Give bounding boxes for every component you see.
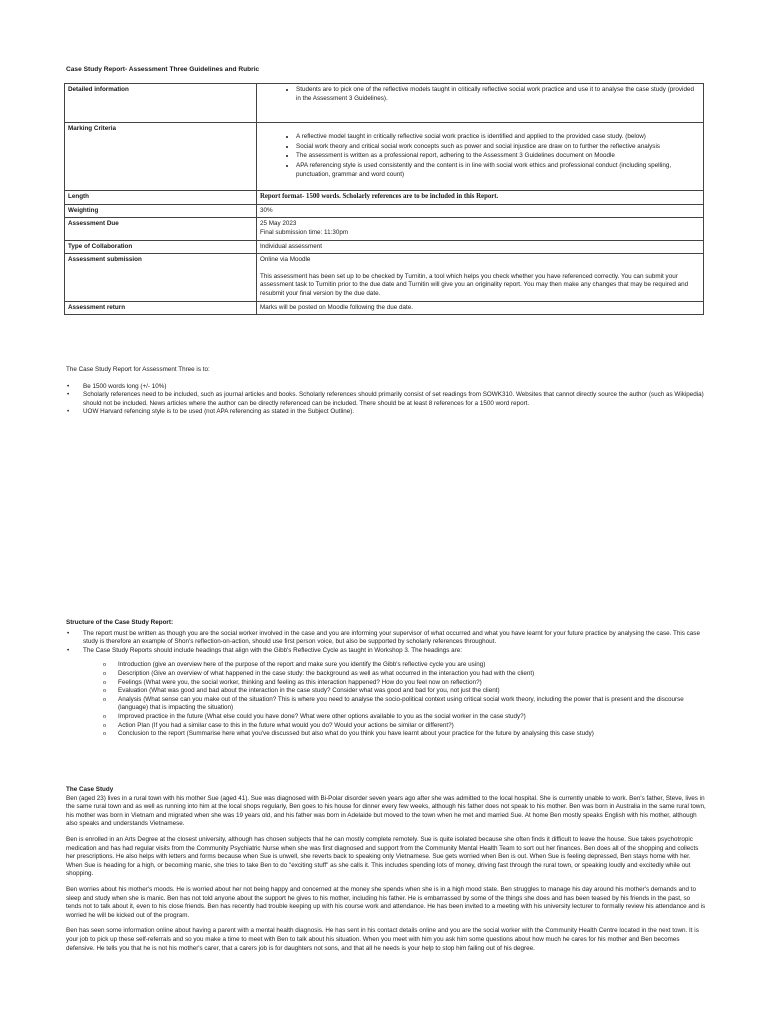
list-item: o Evaluation (What was good and bad about the interaction in the case study? Consider what was good and bad for you, not just the client) [118,687,706,696]
list-item: o Description (Give an overview of what happened in the case study: the background as well as what occurred in the interaction you had with the client) [118,670,706,679]
table-row [65,240,704,254]
table-row [65,301,704,315]
submission-method: Online via Moodle [260,256,311,264]
table-row [65,204,704,218]
table-row [65,84,704,123]
list-item: • Be 1500 words long (+/- 10%) [83,383,706,392]
collaboration-label: Type of Collaboration [65,240,257,254]
rubric-table [64,83,704,315]
due-time: Final submission time: 11:30pm [260,228,349,236]
return-value: Marks will be posted on Moodle following the due date. [257,301,704,315]
due-label: Assessment Due [65,218,257,240]
list-item: • Scholarly references need to be included, such as journal articles and books. Scholarly references should primarily consist of set readings from SOWK310. Websites that cannot directly source the author (such as Wikipedia) should not be included. News articles where the author can be directly referenced can be included. There should be at least 8 references for a 1500 word report. [83,391,706,408]
list-item: • Students are to pick one of the reflective models taught in critically reflective social work practice and use it to analyse the case study (provided in the Assessment 3 Guidelines). [296,86,700,103]
list-item: • APA referencing style is used consistently and the content is in line with social work ethics and professional conduct (including spelling, punctuation, grammar and word count) [296,162,700,179]
case-study-heading: The Case Study [66,786,114,793]
weighting-value: 30% [257,204,704,218]
list-item: o Action Plan (If you had a similar case to this in the future what would you do? Would your actions be similar or different?) [118,722,706,731]
list-item: • A reflective model taught in critically reflective social work practice is identified and applied to the provided case study. (below) [296,133,700,142]
structure-section [66,619,706,739]
length-label: Length [65,191,257,205]
list-item: o Feelings (What were you, the social worker, thinking and feeling as this interaction happened? How do you feel now on reflection?) [118,679,706,688]
table-row [65,218,704,240]
table-row [65,254,704,301]
submission-label: Assessment submission [65,254,257,301]
length-value: Report format- 1500 words. Scholarly references are to be included in this Report. [257,191,704,205]
case-study-paragraph: Ben worries about his mother's moods. He is worried about her not being happy and concerned at the money she spends when she is in a high mood state. Ben struggles to manage his day around his mother's demands and to sleep and study when she is manic. Ben has not told anyone about the support he gives to his mother, including his father. He is embarrassed by some of the things she does and has been teased by his friends in the past, so tends not to talk about it, even to his close friends. Ben has recently had trouble keeping up with his course work and attendance. He has been invited to a meeting with his university lecturer to formally review his attendance and is worried he will be kicked out of the program. [66,885,706,919]
list-item: • UOW Harvard refencing style is to be used (not APA referencing as stated in the Subject Outline). [83,408,706,417]
list-item: • The assessment is written as a professional report, adhering to the Assessment 3 Guidelines document on Moodle [296,152,700,161]
weighting-label: Weighting [65,204,257,218]
list-item: o Introduction (give an overview here of the purpose of the report and make sure you identify the Gibb's reflective cycle you are using) [118,661,706,670]
submission-note: This assessment has been set up to be checked by Turnitin, a tool which helps you check whether you have referenced correctly. You can submit your assessment task to Turnitin prior to the due date and Turnitin will give you an originality report. You may then make any changes that may be required and resubmit your final version by the due date. [260,272,689,297]
table-row [65,191,704,205]
list-item: o Improved practice in the future (What else could you have done? What were other options available to you as the social worker in the case study?) [118,713,706,722]
detailed-info-value [257,84,704,123]
table-row [65,123,704,191]
document-title: Case Study Report- Assessment Three Guidelines and Rubric [66,66,260,73]
submission-value [257,254,704,301]
list-item: o Conclusion to the report (Summarise here what you've discussed but also what do you think you have learnt about your practice for the future by analysing this case study) [118,730,706,739]
case-study-paragraph: Ben is enrolled in an Arts Degree at the closest university, although has chosen subjects that he can mostly complete remotely. Sue is quite isolated because she often finds it difficult to leave the house. Sue takes psychotropic medication and has had regular visits from the Community Psychiatric Nurse when she was first diagnosed and support from the Community Mental Health Team to sort out her finances. Ben does all of the shopping and collects her prescriptions. He also helps with letters and forms because when Sue is unwell, she reverts back to speaking only Vietnamese. Sue gets worried when Ben is out. When Sue is feeling depressed, Ben stays home with her. When Sue is heading for a high, or becoming manic, she tries to take Ben to do "exciting stuff" as she calls it. This includes spending lots of money, driving fast through the rural town, or speaking loudly and excitedly while out shopping. [66,835,699,878]
due-value [257,218,704,240]
marking-criteria-value [257,123,704,191]
report-intro [66,366,706,417]
return-label: Assessment return [65,301,257,315]
list-item: • Social work theory and critical social work concepts such as power and social injustice are draw on to further the reflective analysis [296,143,700,152]
list-item: • The report must be written as though you are the social worker involved in the case and you are informing your supervisor of what occurred and what you have learnt for your future practice by analysing the case. This case study is therefore an example of Shon's reflection-on-action, should use first person voice, but also be supported by scholarly references throughout. [83,630,706,647]
collaboration-value: Individual assessment [257,240,704,254]
due-date: 25 May 2023 [260,220,297,228]
list-item: o Analysis (What sense can you make out of the situation? This is where you need to analyse the socio-political context using critical social work theory, including the power that is present and the discourse (language) that is impacting the situation) [118,696,706,713]
list-item: • The Case Study Reports should include headings that align with the Gibb's Reflective Cycle as taught in Workshop 3. The headings are: [83,647,706,656]
detailed-info-label: Detailed information [65,84,257,123]
case-study-paragraph: Ben (aged 23) lives in a rural town with his mother Sue (aged 41). Sue was diagnosed with Bi-Polar disorder seven years ago after she was admitted to the local hospital. She is currently unable to work. Ben's father, Steve, lives in the same rural town and as well as running into him at the local shops regularly, Ben goes to his house for dinner every few weeks, although his father does not speak to his mother. Ben was born in Australia in the same rural town, his mother was born in Vietnam and migrated when she was 19 years old, and his father was born in Adelaide but moved to the town when he met and married Sue. At home Ben mostly speaks English with his mother, although also speaks and understands Vietnamese. [66,794,706,828]
case-study-section [66,786,706,960]
report-intro-lead: The Case Study Report for Assessment Three is to: [66,366,210,373]
case-study-paragraph: Ben has seen some information online about having a parent with a mental health diagnosis. He has sent in his contact details online and you are the social worker with the Community Health Centre located in the next town. It is your job to pick up these self-referrals and so you make a time to meet with Ben to talk about his situation. When you meet with him you ask him some questions about how much he cares for his mother and Ben becomes defensive. He tells you that he is not his mother's carer, that a carers job is for daughters not sons, and that all he needs is your help to stop him failing out of his degree. [66,927,699,952]
marking-criteria-label: Marking Criteria [65,123,257,191]
structure-heading: Structure of the Case Study Report: [66,619,174,626]
